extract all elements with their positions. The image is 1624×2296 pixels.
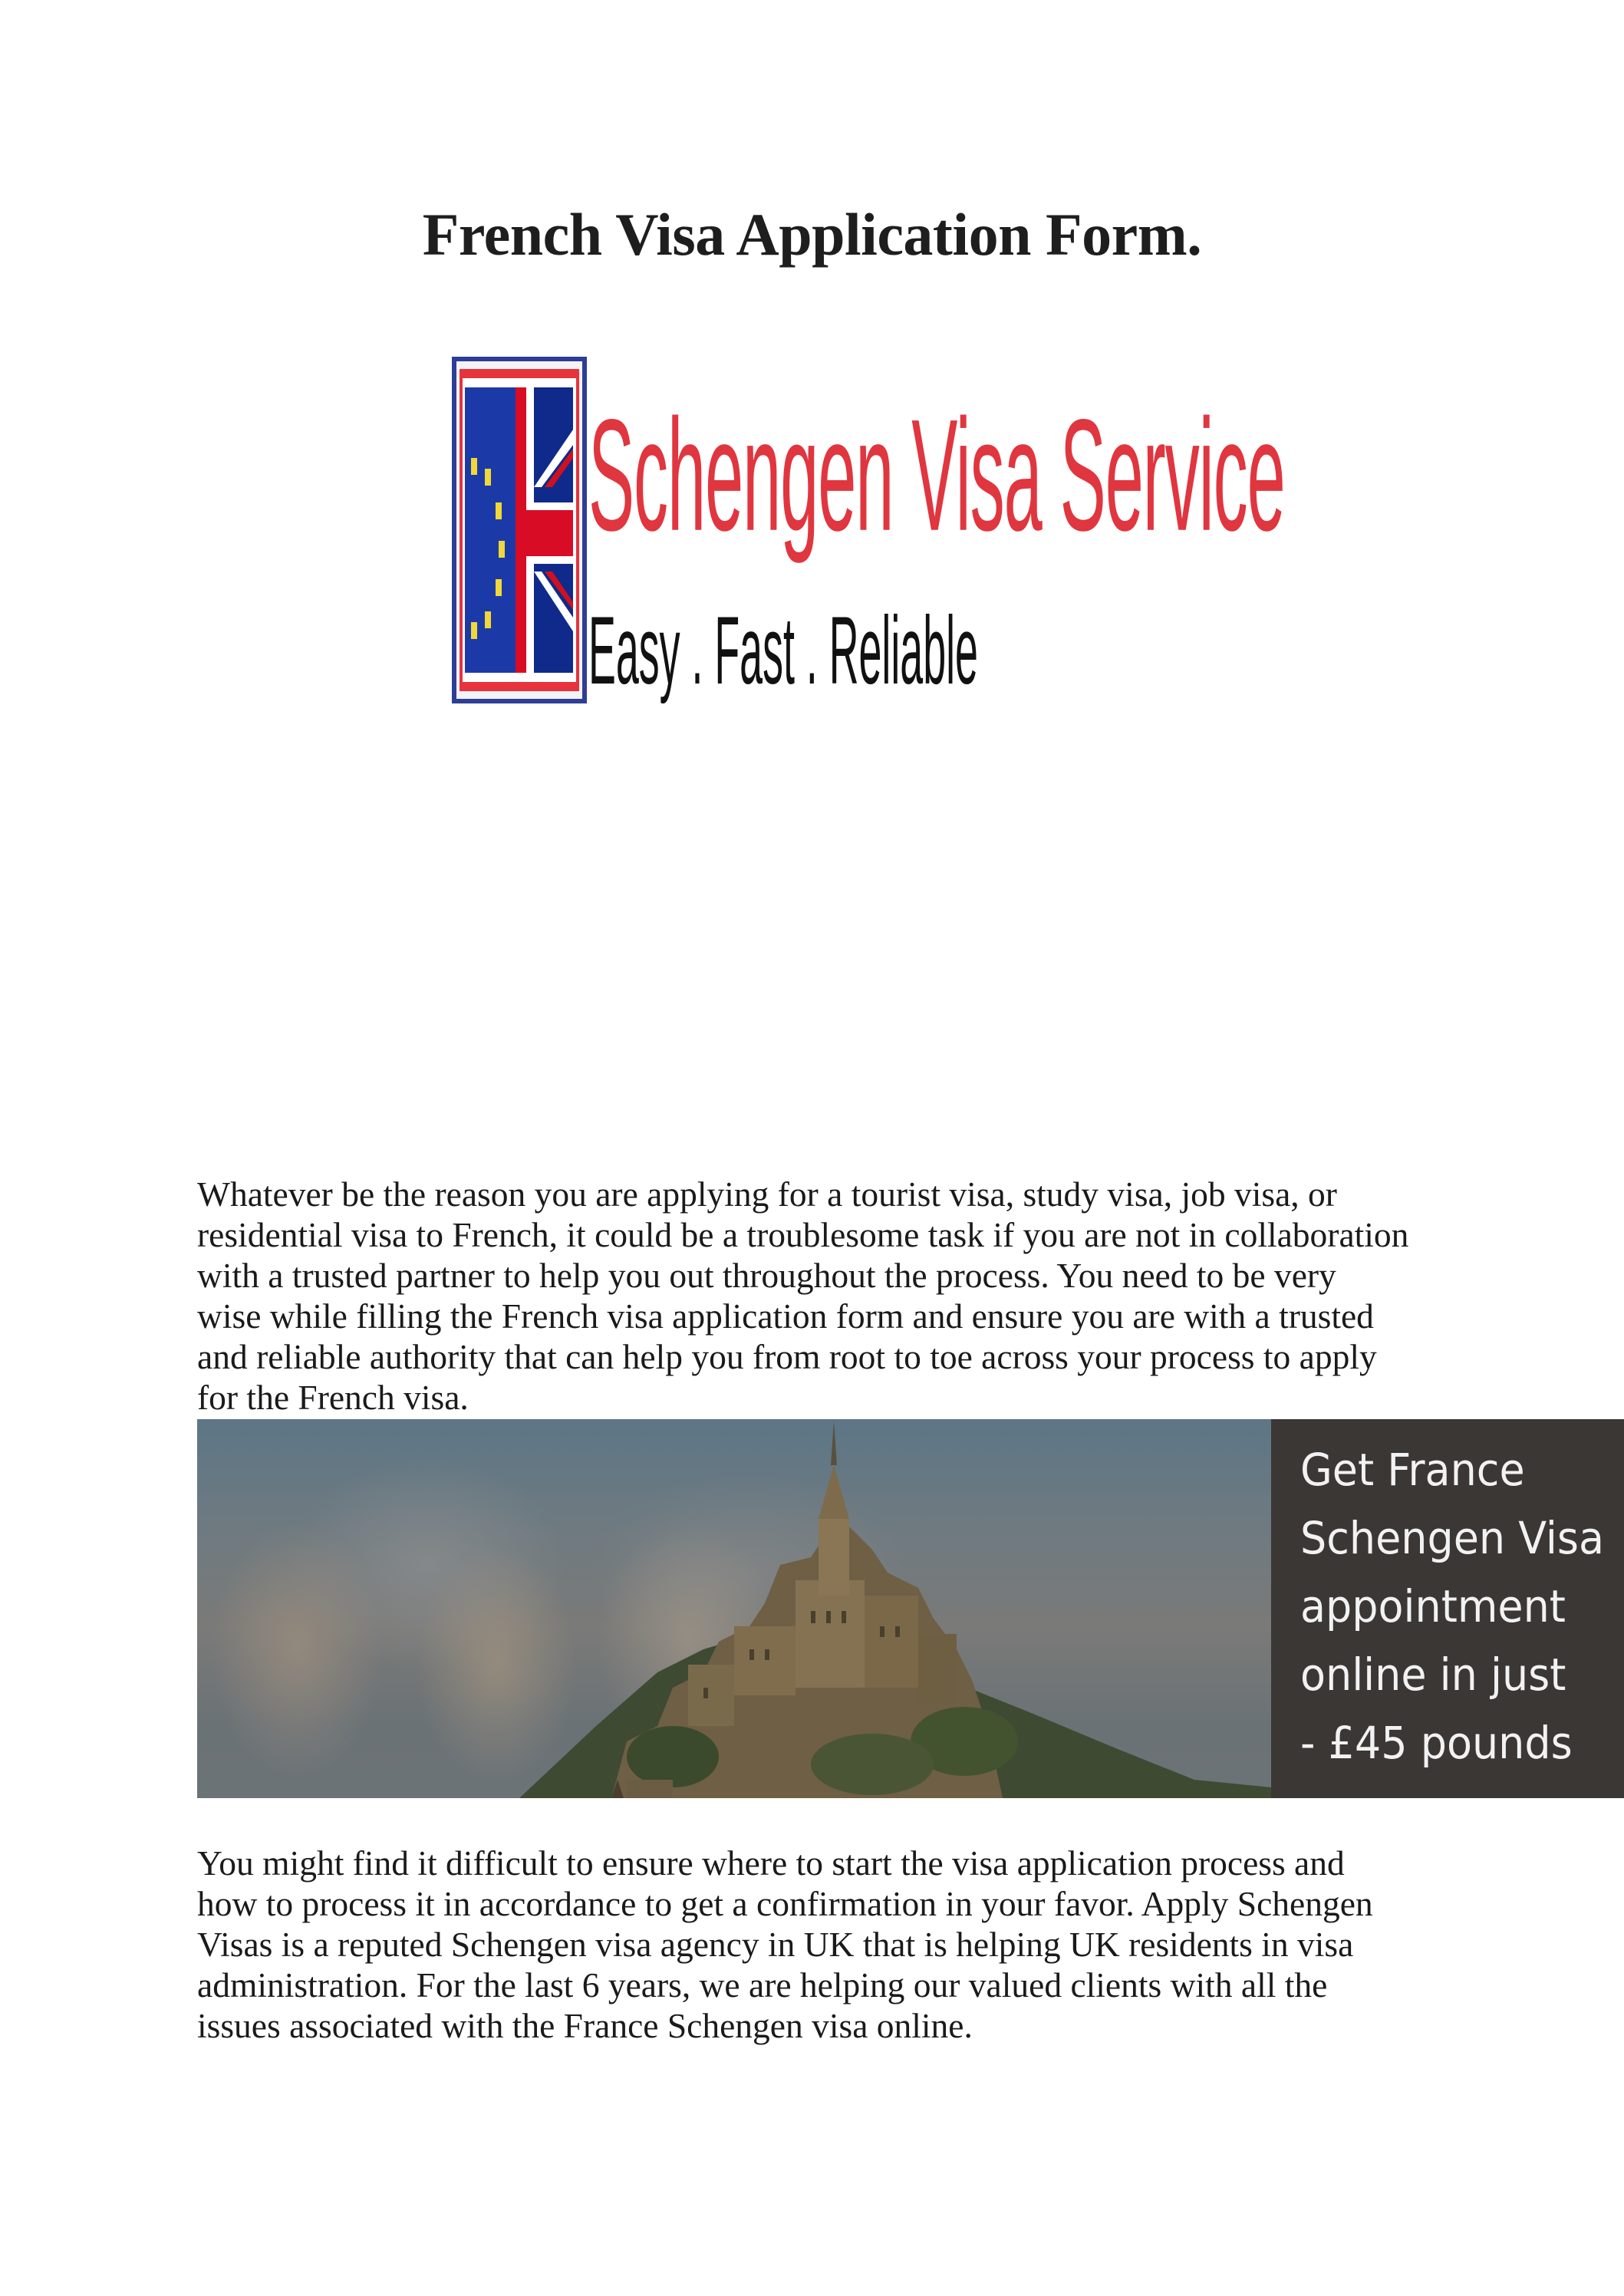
france-visa-promo-banner	[197, 1419, 1624, 1798]
paragraph-line: issues associated with the France Schengen visa online.	[197, 2006, 973, 2045]
agency-paragraph	[197, 1843, 1455, 2046]
paragraph-line: Whatever be the reason you are applying for a tourist visa, study visa, job visa, or	[197, 1174, 1337, 1214]
paragraph-line: with a trusted partner to help you out throughout the process. You need to be very	[197, 1256, 1336, 1295]
schengen-visa-service-logo	[452, 357, 1285, 710]
promo-text	[1300, 1436, 1614, 1777]
paragraph-line: You might find it difficult to ensure where to start the visa application process and	[197, 1843, 1345, 1883]
mont-saint-michel-image	[197, 1419, 1271, 1798]
paragraph-line: and reliable authority that can help you from root to toe across your process to apply	[197, 1337, 1377, 1376]
promo-price-line: - £45 pounds	[1300, 1717, 1573, 1769]
paragraph-line: Visas is a reputed Schengen visa agency in UK that is helping UK residents in visa	[197, 1925, 1354, 1964]
paragraph-line: how to process it in accordance to get a confirmation in your favor. Apply Schengen	[197, 1884, 1373, 1923]
paragraph-line: for the French visa.	[197, 1378, 469, 1417]
logo-brand-text: Schengen Visa Service	[588, 387, 1285, 565]
promo-text-panel	[1271, 1419, 1624, 1798]
flag-graphic	[465, 387, 573, 673]
paragraph-line: residential visa to French, it could be a troublesome task if you are not in collaboration	[197, 1215, 1409, 1254]
promo-line: Get France	[1300, 1444, 1525, 1496]
logo-tagline: Easy . Fast . Reliable	[588, 596, 978, 704]
promo-line: appointment	[1300, 1580, 1566, 1632]
page-title: French Visa Application Form.	[422, 201, 1202, 268]
paragraph-line: administration. For the last 6 years, we are helping our valued clients with all the	[197, 1965, 1328, 2004]
paragraph-line: wise while filling the French visa application form and ensure you are with a trusted	[197, 1296, 1374, 1336]
eu-uk-flag-icon	[452, 357, 587, 703]
promo-line: online in just	[1300, 1649, 1566, 1701]
promo-line: Schengen Visa	[1300, 1512, 1605, 1564]
intro-paragraph	[197, 1174, 1455, 1418]
